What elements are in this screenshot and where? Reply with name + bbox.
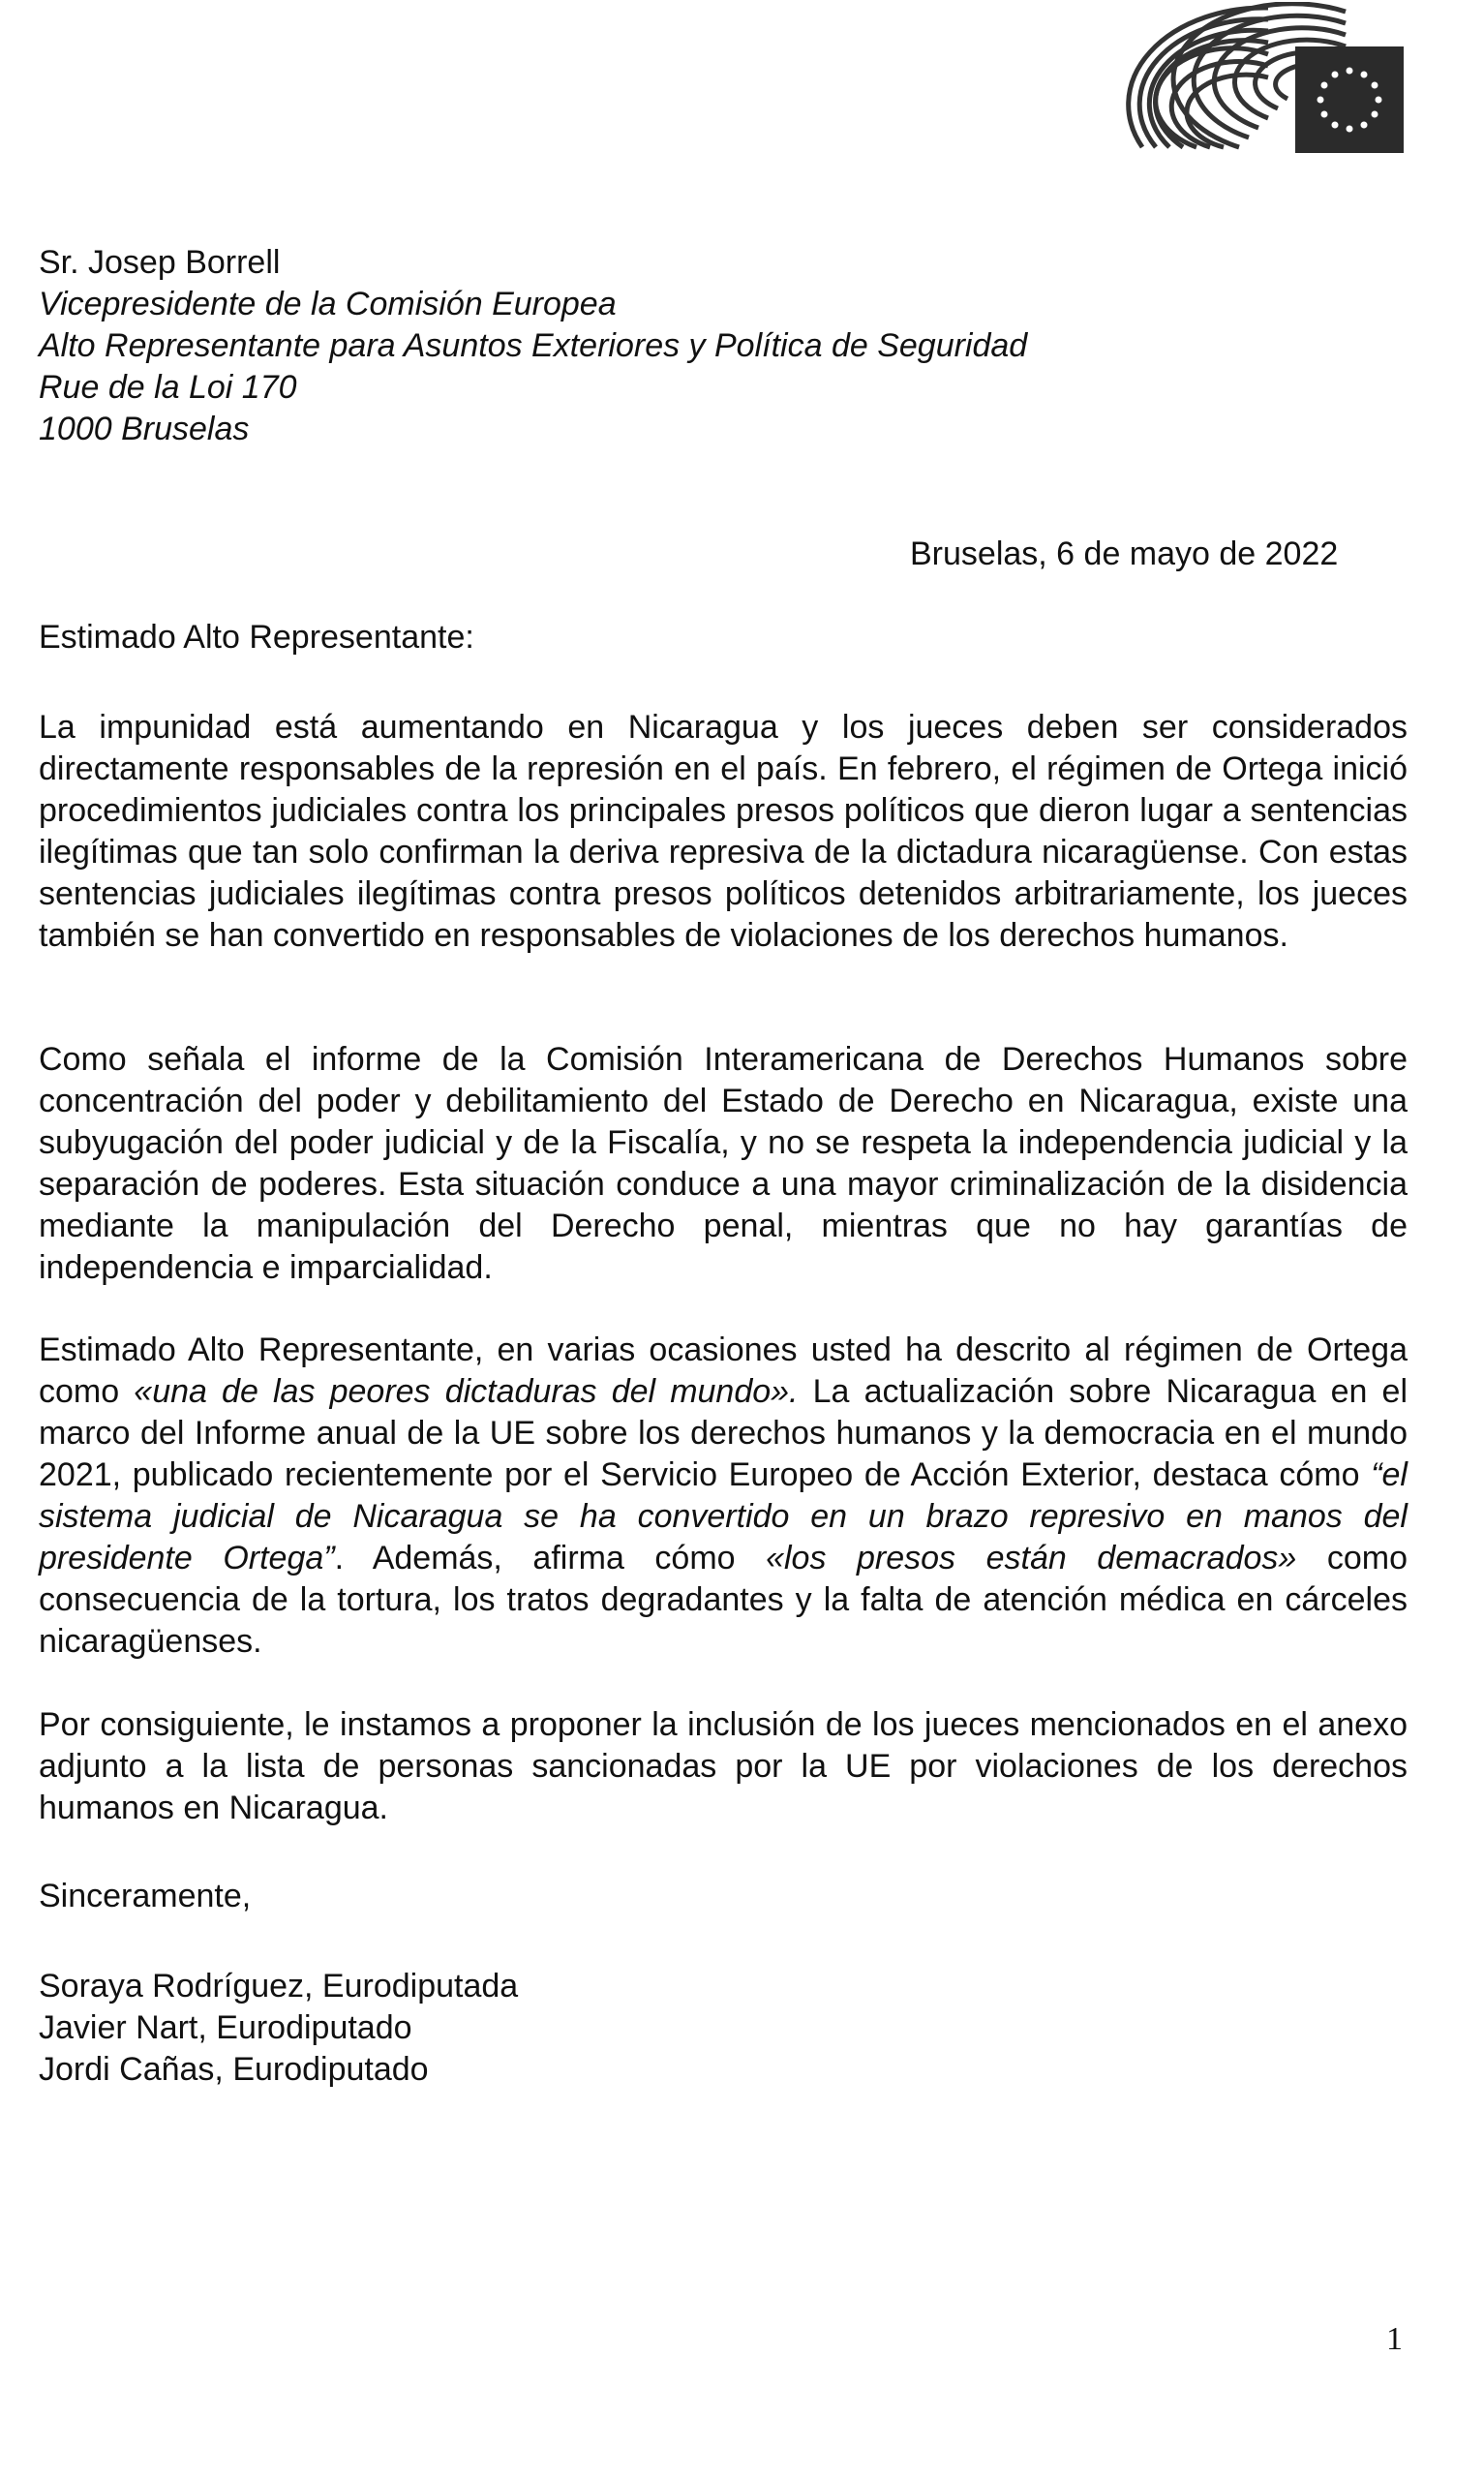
flag-star (1332, 72, 1339, 78)
recipient-street: Rue de la Loi 170 (39, 369, 297, 406)
recipient-title: Vicepresidente de la Comisión Europea (39, 286, 617, 322)
flag-star (1372, 111, 1378, 118)
quote-1: «una de las peores dictaduras del mundo». (134, 1373, 799, 1410)
paragraph-3 (39, 1330, 1408, 1663)
flag-star (1347, 126, 1353, 133)
signatory-3: Jordi Cañas, Eurodiputado (39, 2051, 429, 2088)
quote-2: “el sistema judicial de Nicaragua se ha convertido en un brazo represivo en manos del presidente Ortega” (39, 1456, 1408, 1576)
flag-star (1321, 82, 1328, 89)
paragraph-3-text-1: Estimado Alto Representante, en varias ocasiones usted ha descrito al régimen de Ortega como (39, 1331, 1408, 1410)
flag-star (1376, 97, 1382, 104)
flag-star (1321, 111, 1328, 118)
recipient-address (39, 242, 1027, 450)
closing: Sinceramente, (39, 1878, 252, 1914)
flag-star (1361, 122, 1368, 129)
flag-star (1317, 97, 1324, 104)
paragraph-3-text-3: . Además, afirma cómo (334, 1540, 767, 1576)
flag-star (1372, 82, 1378, 89)
paragraph-2: Como señala el informe de la Comisión Interamericana de Derechos Humanos sobre concentración del poder y debilitamiento del Estado de Derecho en Nicaragua, existe una subyugación del poder judicial y de la Fiscalía, y no se respeta la independencia judicial y la separación de poderes. Esta situación conduce a una mayor criminalización de la disidencia mediante la manipulación del Derecho penal, mientras que no hay garantías de independencia e imparcialidad. (39, 1041, 1408, 1286)
flag-star (1361, 72, 1368, 78)
letter-date: Bruselas, 6 de mayo de 2022 (910, 536, 1339, 572)
recipient-name: Sr. Josep Borrell (39, 244, 281, 281)
recipient-role: Alto Representante para Asuntos Exteriores y Política de Seguridad (39, 327, 1028, 364)
signatory-1: Soraya Rodríguez, Eurodiputada (39, 1968, 519, 2005)
signatory-2: Javier Nart, Eurodiputado (39, 2009, 412, 2046)
flag-star (1347, 68, 1353, 75)
quote-3: «los presos están demacrados» (766, 1540, 1297, 1576)
signatories (39, 1966, 518, 2091)
european-parliament-logo (1123, 2, 1413, 157)
salutation: Estimado Alto Representante: (39, 619, 474, 656)
paragraph-1: La impunidad está aumentando en Nicaragua y los jueces deben ser considerados directamente responsables de la represión en el país. En febrero, el régimen de Ortega inició procedimientos judiciales contra los principales presos políticos que dieron lugar a sentencias ilegítimas que tan solo confirman la deriva represiva de la dictadura nicaragüense. Con estas sentencias judiciales ilegítimas contra presos políticos detenidos arbitrariamente, los jueces también se han convertido en responsables de violaciones de los derechos humanos. (39, 709, 1408, 954)
paragraph-4: Por consiguiente, le instamos a proponer la inclusión de los jueces mencionados en el anexo adjunto a la lista de personas sancionadas por la UE por violaciones de los derechos humanos en Nicaragua. (39, 1706, 1408, 1826)
flag-star (1332, 122, 1339, 129)
page-number: 1 (1386, 2321, 1403, 2357)
recipient-city: 1000 Bruselas (39, 411, 250, 447)
paragraph-3-text-4: como consecuencia de la tortura, los tratos degradantes y la falta de atención médica en cárceles nicaragüenses. (39, 1540, 1408, 1660)
paragraph-3-text-2: La actualización sobre Nicaragua en el marco del Informe anual de la UE sobre los derechos humanos y la democracia en el mundo 2021, publicado recientemente por el Servicio Europeo de Acción Exterior, destaca cómo (39, 1373, 1408, 1493)
european-parliament-logo-icon (1123, 2, 1413, 157)
